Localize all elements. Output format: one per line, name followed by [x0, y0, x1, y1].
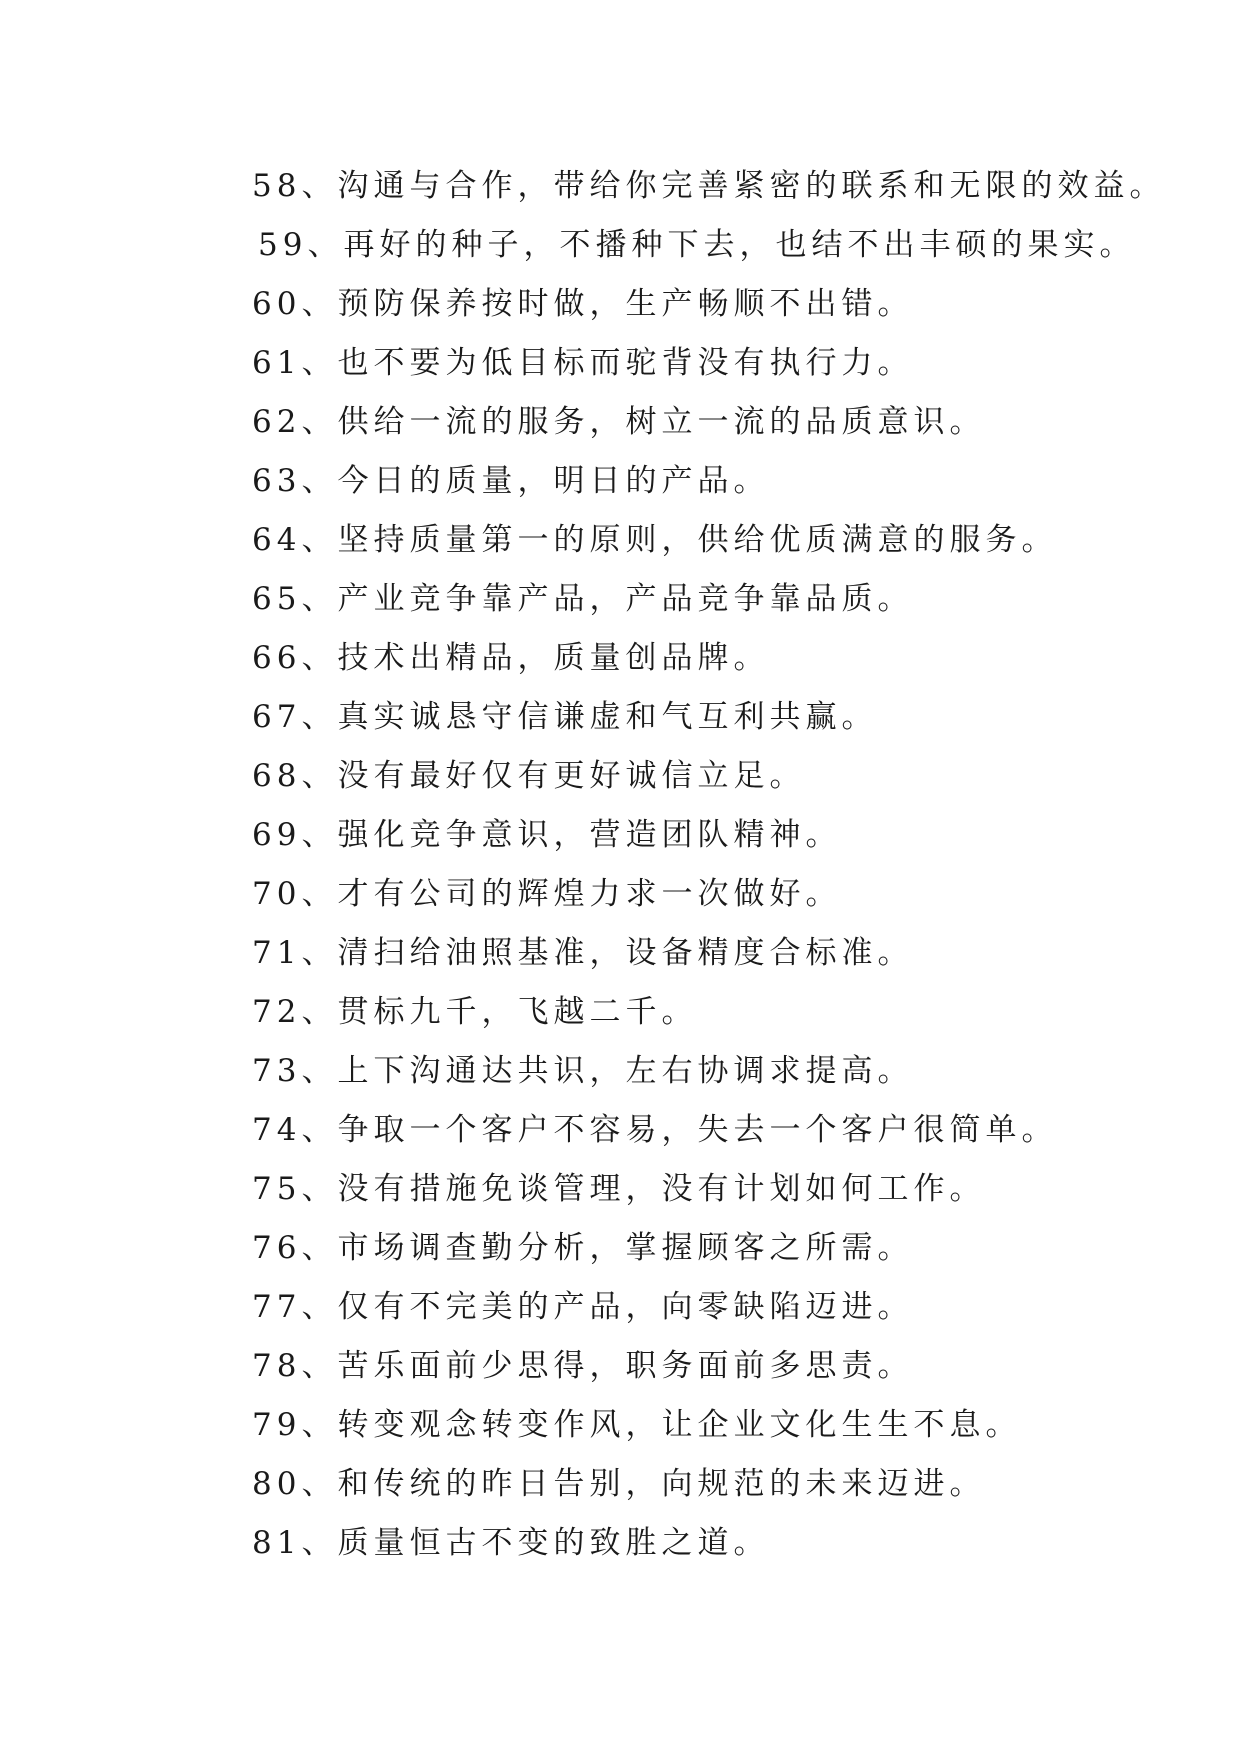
list-item: 77、仅有不完美的产品，向零缺陷迈进。: [252, 1289, 914, 1325]
list-item: 59、再好的种子，不播种下去，也结不出丰硕的果实。: [258, 227, 1136, 263]
list-item: 62、供给一流的服务，树立一流的品质意识。: [252, 404, 986, 440]
list-item: 73、上下沟通达共识，左右协调求提高。: [252, 1053, 914, 1089]
list-item: 68、没有最好仅有更好诚信立足。: [252, 758, 806, 794]
list-item: 60、预防保养按时做，生产畅顺不出错。: [252, 286, 914, 322]
list-item: 66、技术出精品，质量创品牌。: [252, 640, 770, 676]
list-item: 70、才有公司的辉煌力求一次做好。: [252, 876, 842, 912]
list-item: 74、争取一个客户不容易，失去一个客户很简单。: [252, 1112, 1058, 1148]
list-item: 72、贯标九千，飞越二千。: [252, 994, 698, 1030]
list-item: 65、产业竞争靠产品，产品竞争靠品质。: [252, 581, 914, 617]
list-item: 58、沟通与合作，带给你完善紧密的联系和无限的效益。: [252, 168, 1166, 204]
list-item: 79、转变观念转变作风，让企业文化生生不息。: [252, 1407, 1022, 1443]
list-item: 78、苦乐面前少思得，职务面前多思责。: [252, 1348, 914, 1384]
slogan-list: [252, 157, 1166, 1573]
list-item: 81、质量恒古不变的致胜之道。: [252, 1525, 770, 1561]
list-item: 64、坚持质量第一的原则，供给优质满意的服务。: [252, 522, 1058, 558]
list-item: 75、没有措施免谈管理，没有计划如何工作。: [252, 1171, 986, 1207]
list-item: 61、也不要为低目标而驼背没有执行力。: [252, 345, 914, 381]
list-item: 71、清扫给油照基准，设备精度合标准。: [252, 935, 914, 971]
list-item: 67、真实诚恳守信谦虚和气互利共赢。: [252, 699, 878, 735]
list-item: 69、强化竞争意识，营造团队精神。: [252, 817, 842, 853]
list-item: 63、今日的质量，明日的产品。: [252, 463, 770, 499]
list-item: 80、和传统的昨日告别，向规范的未来迈进。: [252, 1466, 986, 1502]
list-item: 76、市场调查勤分析，掌握顾客之所需。: [252, 1230, 914, 1266]
